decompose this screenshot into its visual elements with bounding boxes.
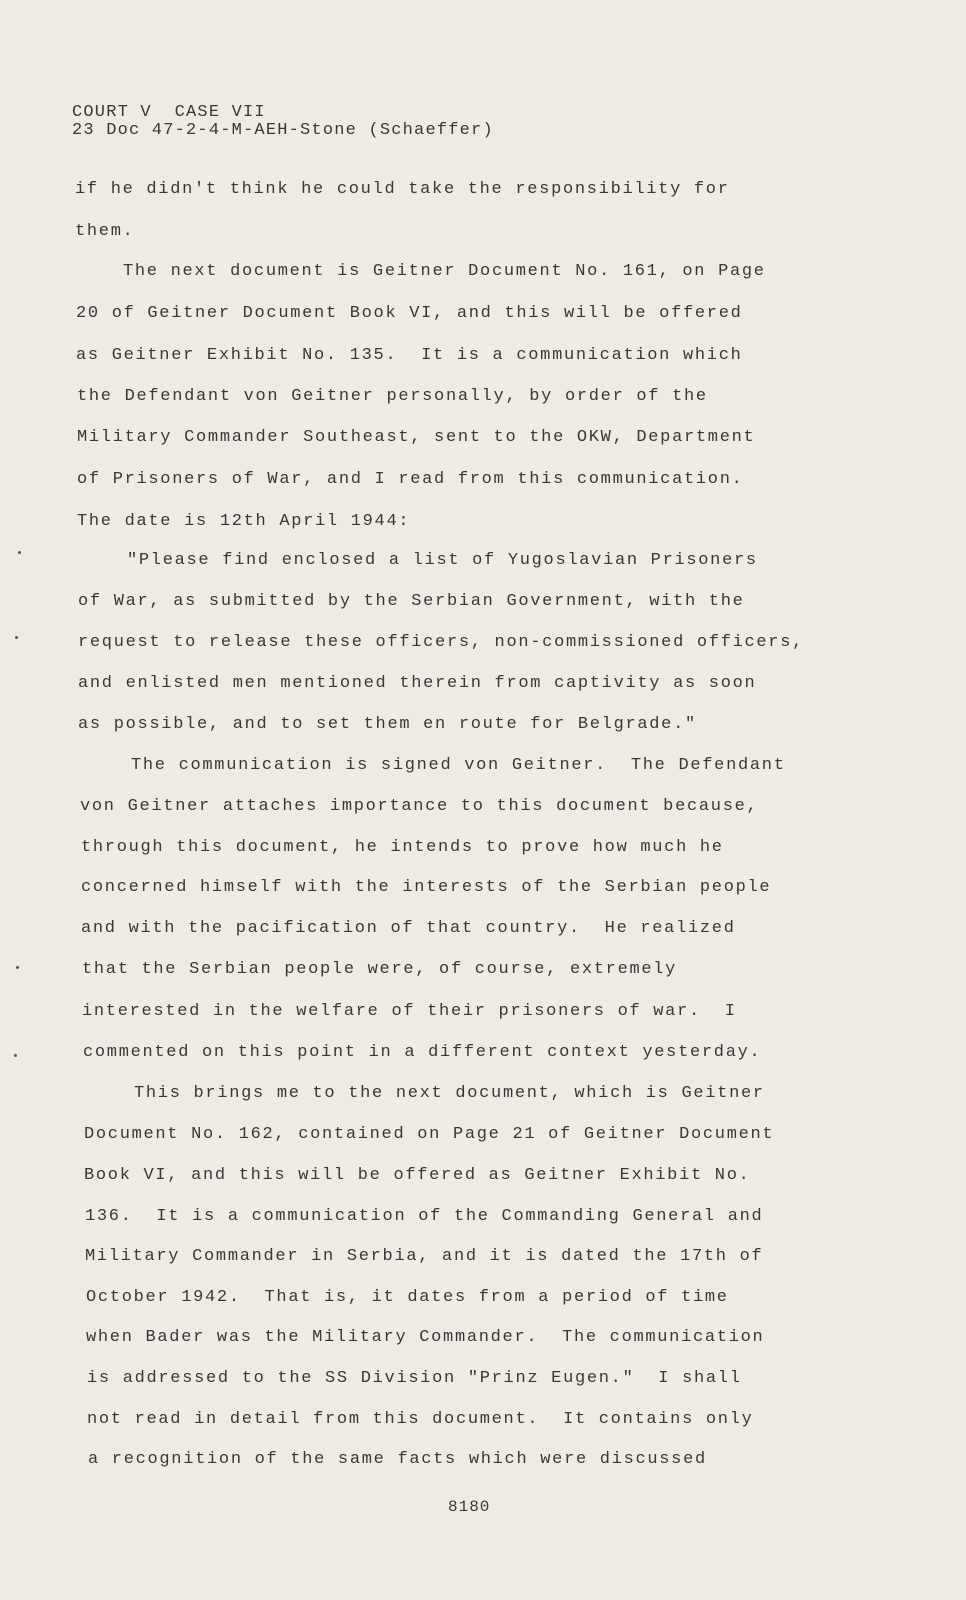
text-line: of War, as submitted by the Serbian Government, with the [78,592,745,611]
text-line: interested in the welfare of their prisoners of war. I [82,1002,737,1021]
text-line: request to release these officers, non-commissioned officers, [78,633,805,652]
text-line: commented on this point in a different context yesterday. [83,1043,762,1062]
text-line: that the Serbian people were, of course, extremely [82,960,678,979]
text-line: The communication is signed von Geitner. The Defendant [131,756,786,775]
text-line: the Defendant von Geitner personally, by order of the [77,387,708,406]
text-line: a recognition of the same facts which were discussed [88,1450,707,1469]
text-line: concerned himself with the interests of the Serbian people [81,878,772,897]
text-line: and enlisted men mentioned therein from captivity as soon [78,674,757,693]
text-line: and with the pacification of that country. He realized [81,919,736,938]
text-line: is addressed to the SS Division "Prinz Eugen." I shall [87,1369,742,1388]
text-line: Document No. 162, contained on Page 21 of Geitner Document [84,1125,775,1144]
text-line: October 1942. That is, it dates from a period of time [86,1288,729,1307]
text-line: The date is 12th April 1944: [77,512,411,531]
text-line: as possible, and to set them en route for Belgrade." [78,715,697,734]
text-line: 20 of Geitner Document Book VI, and this will be offered [76,304,743,323]
text-line: "Please find enclosed a list of Yugoslavian Prisoners [127,551,758,570]
text-line: through this document, he intends to prove how much he [81,838,724,857]
punch-mark [18,551,21,554]
text-line: Military Commander Southeast, sent to the OKW, Department [77,428,756,447]
text-line: when Bader was the Military Commander. The communication [86,1328,765,1347]
text-line: von Geitner attaches importance to this document because, [80,797,759,816]
text-line: Book VI, and this will be offered as Geitner Exhibit No. [84,1166,751,1185]
text-line: Military Commander in Serbia, and it is dated the 17th of [85,1247,764,1266]
text-line: of Prisoners of War, and I read from this communication. [77,470,744,489]
text-line: as Geitner Exhibit No. 135. It is a communication which [76,346,743,365]
text-line: 136. It is a communication of the Commanding General and [85,1207,764,1226]
text-line: The next document is Geitner Document No. 161, on Page [123,262,766,281]
header-court-case: COURT V CASE VII [72,103,266,122]
punch-mark [15,636,18,639]
page-number: 8180 [448,1498,491,1516]
header-document-reference: 23 Doc 47-2-4-M-AEH-Stone (Schaeffer) [72,121,494,140]
text-line: not read in detail from this document. It contains only [87,1410,754,1429]
text-line: This brings me to the next document, which is Geitner [134,1084,765,1103]
text-line: them. [75,222,135,241]
text-line: if he didn't think he could take the responsibility for [75,180,730,199]
punch-mark [14,1054,17,1057]
punch-mark [16,966,19,969]
